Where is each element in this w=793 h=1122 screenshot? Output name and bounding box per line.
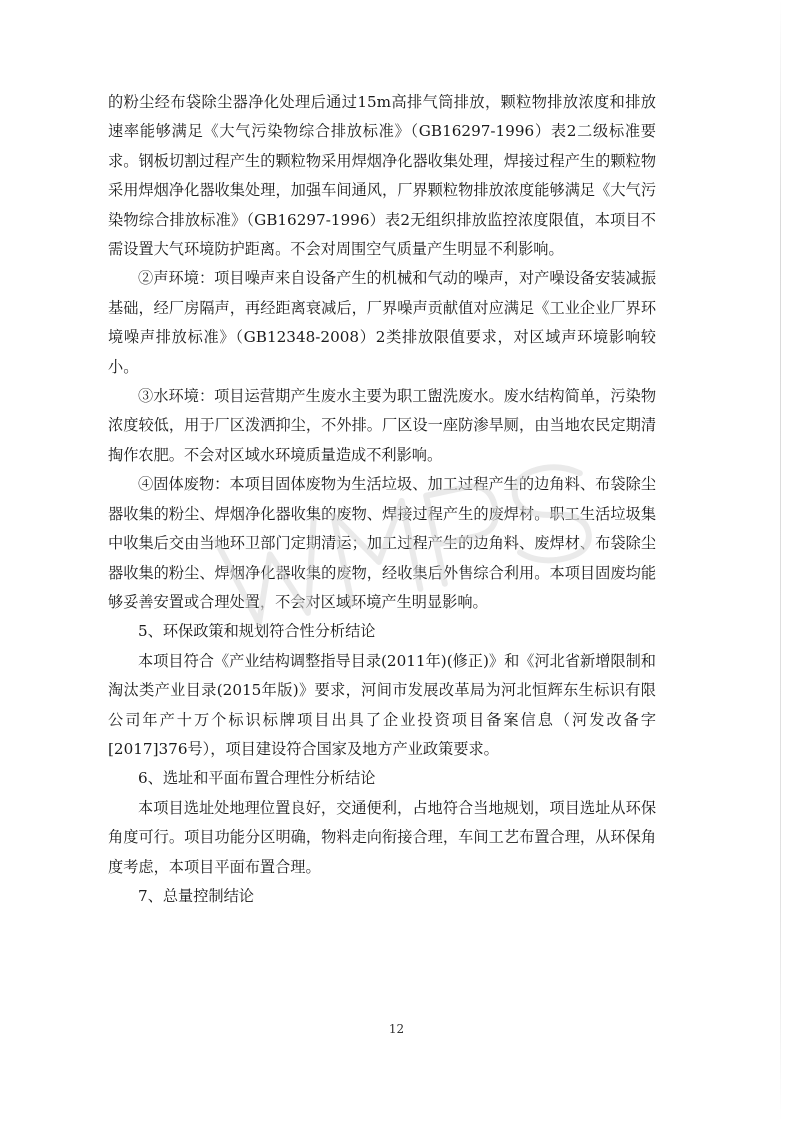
- section-heading-7: 7、总量控制结论: [138, 886, 254, 905]
- page-number: 12: [388, 1022, 405, 1036]
- document-body: [108, 88, 656, 911]
- paragraph-air-environment: 的粉尘经布袋除尘器净化处理后通过15m高排气筒排放，颗粒物排放浓度和排放速率能够满足《大气污染物综合排放标准》（GB16297-1996）表2二级标准要求。钢板切割过程产生的颗粒物采用焊烟净化器收集处理，焊接过程产生的颗粒物采用焊烟净化器收集处理，加强车间通风，厂界颗粒物排放浓度能够满足《大气污染物综合排放标准》（GB16297-1996）表2无组织排放监控浓度限值，本项目不需设置大气环境防护距离。不会对周围空气质量产生明显不利影响。: [108, 93, 656, 259]
- paragraph-water-environment: ③水环境：项目运营期产生废水主要为职工盥洗废水。废水结构简单，污染物浓度较低，用于厂区泼洒抑尘，不外排。厂区设一座防渗旱厕，由当地农民定期清掏作农肥。不会对区域水环境质量造成不利影响。: [108, 387, 656, 464]
- paragraph-policy-conformity: 本项目符合《产业结构调整指导目录(2011年)(修正)》和《河北省新增限制和淘汰类产业目录(2015年版)》要求，河间市发展改革局为河北恒辉东生标识有限公司年产十万个标识标牌项目出具了企业投资项目备案信息（河发改备字[2017]376号），项目建设符合国家及地方产业政策要求。: [108, 651, 656, 758]
- scan-edge-line: [780, 0, 781, 1122]
- paragraph-site-layout: 本项目选址处地理位置良好，交通便利，占地符合当地规划，项目选址从环保角度可行。项目功能分区明确，物料走向衔接合理，车间工艺布置合理，从环保角度考虑，本项目平面布置合理。: [108, 798, 656, 876]
- paragraph-solid-waste: ④固体废物：本项目固体废物为生活垃圾、加工过程产生的边角料、布袋除尘器收集的粉尘、焊烟净化器收集的废物、焊接过程产生的废焊材。职工生活垃圾集中收集后交由当地环卫部门定期清运；加工过程产生的边角料、废焊材、布袋除尘器收集的粉尘、焊烟净化器收集的废物，经收集后外售综合利用。本项目固废均能够妥善安置或合理处置，不会对区域环境产生明显影响。: [108, 475, 656, 611]
- paragraph-noise-environment: ②声环境：项目噪声来自设备产生的机械和气动的噪声，对产噪设备安装减振基础，经厂房隔声，再经距离衰减后，厂界噪声贡献值对应满足《工业企业厂界环境噪声排放标准》（GB12348-2008）2类排放限值要求，对区域声环境影响较小。: [108, 269, 656, 376]
- section-heading-5: 5、环保政策和规划符合性分析结论: [138, 622, 376, 641]
- section-heading-6: 6、选址和平面布置合理性分析结论: [138, 769, 376, 788]
